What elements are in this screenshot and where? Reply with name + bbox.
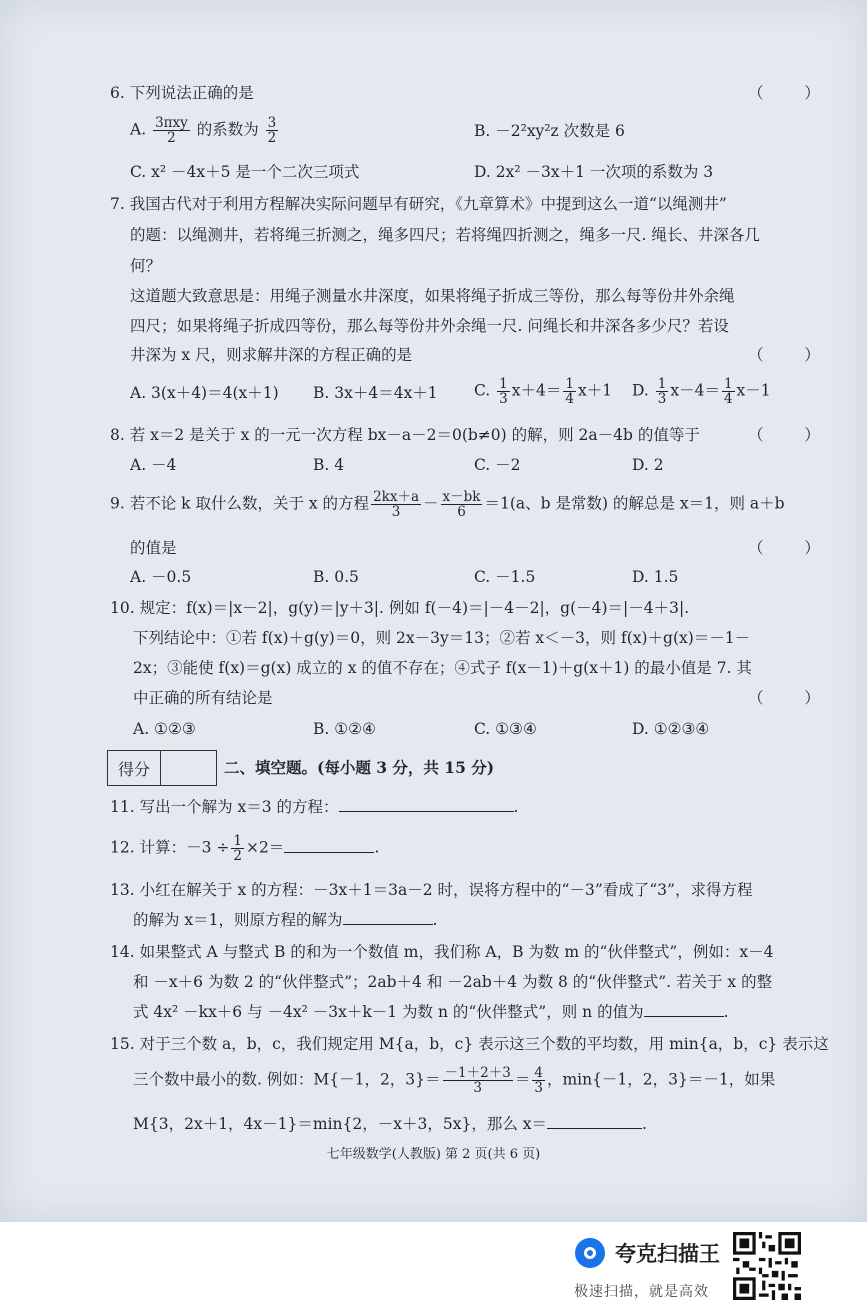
page-footer: 七年级数学(人教版) 第 2 页(共 6 页) <box>326 1147 541 1162</box>
q12-answer-blank[interactable] <box>284 838 374 853</box>
q7-line-4: 这道题大致意思是：用绳子测量水井深度，如果将绳子折成三等份，那么每等份井外余绳 <box>130 287 735 305</box>
q6-stem: 6. 下列说法正确的是 <box>110 84 254 102</box>
q7-line-5: 四尺；如果将绳子折成四等份，那么每等份井外余绳一尺. 问绳长和井深各多少尺？若设 <box>130 317 729 335</box>
q14-line-3: 式 4x² －kx＋6 与 －4x² －3x＋k－1 为数 n 的“伙伴整式”，则 n 的值为 . <box>133 1003 729 1021</box>
q14-answer-blank[interactable] <box>644 1002 724 1017</box>
q8-option-c: C. －2 <box>474 456 521 474</box>
q6-option-d: D. 2x² －3x＋1 一次项的系数为 3 <box>474 163 714 181</box>
q10-line-1: 10. 规定：f(x)＝|x－2|，g(y)＝|y＋3|. 例如 f(－4)＝|－4－2|，g(－4)＝|－4＋3|. <box>110 599 690 617</box>
q7-answer-paren: （ ） <box>748 346 838 364</box>
q7-line-1: 7. 我国古代对于利用方程解决实际问题早有研究，《九章算术》中提到这么一道“以绳测井” <box>110 195 727 213</box>
fraction: $\frac{1}{3}$ <box>499 376 508 407</box>
q7-line-2: 的题：以绳测井，若将绳三折测之，绳多四尺；若将绳四折测之，绳多一尺. 绳长、井深各几 <box>130 226 760 244</box>
q13-answer-blank[interactable] <box>343 910 433 925</box>
q15-answer-blank[interactable] <box>547 1114 642 1129</box>
q10-line-4: 中正确的所有结论是 <box>133 689 273 707</box>
q7-line-6: 井深为 x 尺，则求解井深的方程正确的是 <box>130 346 413 364</box>
scanner-brand <box>575 1238 720 1268</box>
fraction: $\frac{3}{2}$ <box>267 115 277 146</box>
q7-line-3: 何？ <box>130 257 162 275</box>
score-label: 得分 <box>108 751 161 785</box>
q12: 12. 计算：－3 ÷ $\frac{1}{2}$ ×2＝ . <box>110 833 380 864</box>
q15-line-3: M{3，2x＋1，4x－1}＝min{2，－x＋3，5x}，那么 x＝ . <box>133 1115 647 1133</box>
brand-slogan: 极速扫描，就是高效 <box>574 1284 709 1300</box>
q9-stem: 9. 若不论 k 取什么数，关于 x 的方程 $\frac{2kx+a}{3}$ － $\frac{x-bk}{6}$ ＝1(a、b 是常数) 的解总是 x＝1，则 a＋b <box>110 489 785 520</box>
fraction: $\frac{\text{3πxy}}{2}$ <box>155 115 188 146</box>
fraction: $\frac{-1+2+3}{3}$ <box>444 1065 511 1096</box>
q6-option-a: A. $\frac{\text{3πxy}}{2}$ 的系数为 $\frac{3}{2}$ <box>130 115 277 146</box>
fraction: $\frac{1}{4}$ <box>723 376 733 407</box>
q15-line-2: 三个数中最小的数. 例如：M{－1，2，3}＝ $\frac{-1+2+3}{3}$ ＝ $\frac{4}{3}$ ，min{－1，2，3}＝－1，如果 <box>133 1065 776 1096</box>
q7-option-d: D. $\frac{1}{3}$ x－4＝ $\frac{1}{4}$ x－1 <box>632 376 771 407</box>
score-box <box>107 750 217 786</box>
q10-option-a: A. ①②③ <box>133 720 196 738</box>
q9-line-2: 的值是 <box>130 539 177 557</box>
q10-option-d: D. ①②③④ <box>632 720 710 738</box>
score-entry <box>161 751 216 785</box>
fraction: $\frac{1}{4}$ <box>565 376 574 407</box>
q14-line-1: 14. 如果整式 A 与整式 B 的和为一个数值 m，我们称 A，B 为数 m 的“伙伴整式”，例如：x－4 <box>110 943 774 961</box>
q11: 11. 写出一个解为 x＝3 的方程： . <box>110 798 519 816</box>
fraction: $\frac{2kx+a}{3}$ <box>373 489 419 520</box>
q8-option-b: B. 4 <box>313 456 345 474</box>
q10-line-3: 2x；③能使 f(x)＝g(x) 成立的 x 的值不存在；④式子 f(x－1)＋g(x＋1) 的最小值是 7. 其 <box>133 659 752 677</box>
q7-option-b: B. 3x＋4＝4x＋1 <box>313 384 438 402</box>
section2-title: 二、填空题。(每小题 3 分，共 15 分) <box>224 758 495 777</box>
q11-answer-blank[interactable] <box>339 797 514 812</box>
q8-stem: 8. 若 x＝2 是关于 x 的一元一次方程 bx－a－2＝0(b≠0) 的解，则 2a－4b 的值等于 <box>110 426 700 444</box>
q9-answer-paren: （ ） <box>748 539 838 557</box>
q6-option-b: B. －2²xy²z 次数是 6 <box>474 122 625 140</box>
qr-code-icon <box>733 1232 801 1300</box>
q10-option-b: B. ①②④ <box>313 720 376 738</box>
q8-option-a: A. －4 <box>130 456 177 474</box>
q7-option-a: A. 3(x＋4)＝4(x＋1) <box>130 384 279 402</box>
q10-option-c: C. ①③④ <box>474 720 537 738</box>
q9-option-c: C. －1.5 <box>474 568 536 586</box>
fraction: $\frac{1}{3}$ <box>657 376 667 407</box>
q8-answer-paren: （ ） <box>748 426 838 444</box>
fraction: $\frac{4}{3}$ <box>534 1065 543 1096</box>
q6-option-c: C. x² －4x＋5 是一个二次三项式 <box>130 163 360 181</box>
q13-line-1: 13. 小红在解关于 x 的方程：－3x＋1＝3a－2 时，误将方程中的“－3”看成了“3”，求得方程 <box>110 881 753 899</box>
q6-answer-paren: （ ） <box>748 84 838 102</box>
q10-line-2: 下列结论中：①若 f(x)＋g(y)＝0，则 2x－3y＝13；②若 x＜－3，则 f(x)＋g(x)＝－1－ <box>133 629 751 647</box>
q9-option-b: B. 0.5 <box>313 568 359 586</box>
q14-line-2: 和 －x＋6 为数 2 的“伙伴整式”；2ab＋4 和 －2ab＋4 为数 8 的“伙伴整式”. 若关于 x 的整 <box>133 973 773 991</box>
quark-logo-icon <box>575 1238 605 1268</box>
fraction: $\frac{x-bk}{6}$ <box>442 489 481 520</box>
q9-option-d: D. 1.5 <box>632 568 679 586</box>
q9-option-a: A. －0.5 <box>130 568 192 586</box>
q10-answer-paren: （ ） <box>748 689 838 707</box>
fraction: $\frac{1}{2}$ <box>233 833 242 864</box>
brand-name: 夸克扫描王 <box>615 1242 720 1266</box>
q8-option-d: D. 2 <box>632 456 664 474</box>
q15-line-1: 15. 对于三个数 a，b，c，我们规定用 M{a，b，c} 表示这三个数的平均数，用 min{a，b，c} 表示这 <box>110 1035 829 1053</box>
q7-option-c: C. $\frac{1}{3}$ x＋4＝ $\frac{1}{4}$ x＋1 <box>474 376 613 407</box>
q13-line-2: 的解为 x＝1，则原方程的解为 . <box>133 911 438 929</box>
